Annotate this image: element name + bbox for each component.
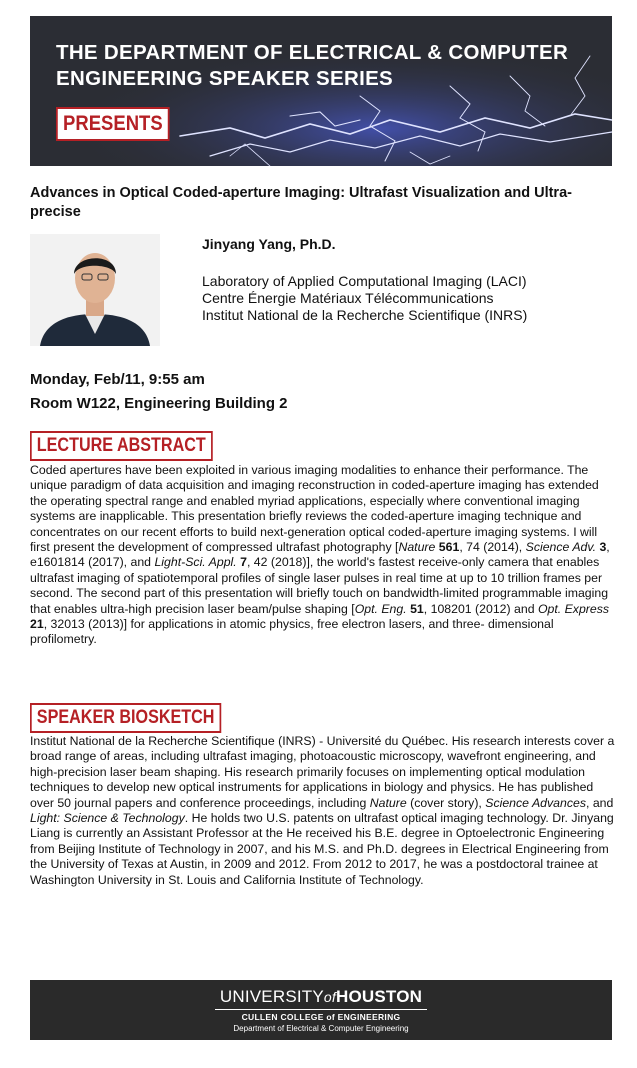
college-name: CULLEN COLLEGE of ENGINEERING bbox=[241, 1012, 401, 1022]
header-banner bbox=[30, 16, 612, 166]
speaker-portrait-icon bbox=[30, 234, 160, 346]
footer-divider bbox=[215, 1009, 427, 1010]
speaker-photo bbox=[30, 234, 160, 346]
event-date-time: Monday, Feb/11, 9:55 am bbox=[30, 371, 205, 388]
affiliation-line-1: Laboratory of Applied Computational Imaging (LACI) bbox=[202, 273, 527, 289]
event-location: Room W122, Engineering Building 2 bbox=[30, 395, 288, 412]
abstract-heading: LECTURE ABSTRACT bbox=[30, 431, 213, 461]
affiliation-line-2: Centre Énergie Matériaux Télécommunications bbox=[202, 290, 494, 306]
department-name: Department of Electrical & Computer Engineering bbox=[233, 1024, 409, 1033]
banner-title-line2: ENGINEERING SPEAKER SERIES bbox=[56, 67, 394, 90]
university-footer bbox=[30, 980, 612, 1040]
speaker-affiliation bbox=[202, 273, 527, 324]
abstract-text: Coded apertures have been exploited in various imaging modalities to enhance their performance. The unique paradigm of data acquisition and imaging reconstruction in coded-aperture imaging has extended the operating spectral range and enabled myriad applications, especially where conventional imaging systems are inapplicable. This presentation briefly reviews the coded-aperture imaging technique and concentrates on our recent efforts to build next-generation optical coded-aperture imaging systems. I will first present the development of compressed ultrafast photography [Nature 561, 74 (2014), Science Adv. 3, e1601814 (2017), and Light-Sci. Appl. 7, 42 (2018)], the world's fastest receive-only camera that enables ultrafast imaging of spatiotemporal profiles of single laser pulses in real time at up to 10 trillion frames per second. The second part of this presentation will briefly touch on bandwidth-limited programmable imaging that enables ultra-high precision laser beam/pulse shaping [Opt. Eng. 51, 108201 (2012) and Opt. Express 21, 32013 (2013)] for applications in atomic physics, free electron lasers, and three- dimensional profilometry. bbox=[30, 463, 610, 647]
event-details bbox=[30, 368, 288, 416]
presents-label: PRESENTS bbox=[56, 107, 170, 141]
speaker-name: Jinyang Yang, Ph.D. bbox=[202, 236, 336, 252]
talk-title: Advances in Optical Coded-aperture Imaging: Ultrafast Visualization and Ultra-precise bbox=[30, 185, 572, 220]
affiliation-line-3: Institut National de la Recherche Scientifique (INRS) bbox=[202, 307, 528, 323]
banner-title bbox=[56, 40, 568, 92]
biosketch-text: Institut National de la Recherche Scientifique (INRS) - Université du Québec. His research interests cover a broad range of areas, including ultrafast imaging, photoacoustic microscopy, wavefront engineering, and high-precision laser beam shaping. His research primarily focuses on implementing optical modulation techniques to develop new optical instruments for applications in biology and physics. He has published over 50 journal papers and conference proceedings, including Nature (cover story), Science Advances, and Light: Science & Technology. He holds two U.S. patents on ultrafast optical imaging technology. Dr. Jinyang Liang is currently an Assistant Professor at the He received his B.E. degree in Optoelectronic Engineering from Beijing Institute of Technology in 2007, and his M.S. and Ph.D. degrees in Electrical Engineering from the University of Texas at Austin, in 2009 and 2012. From 2012 to 2017, he was a postdoctoral trainee at Washington University in St. Louis and California Institute of Technology. bbox=[30, 734, 615, 887]
university-logo-text: UNIVERSITYofHOUSTON bbox=[219, 987, 423, 1006]
banner-title-line1: THE DEPARTMENT OF ELECTRICAL & COMPUTER bbox=[56, 41, 569, 64]
biosketch-heading: SPEAKER BIOSKETCH bbox=[30, 703, 221, 733]
